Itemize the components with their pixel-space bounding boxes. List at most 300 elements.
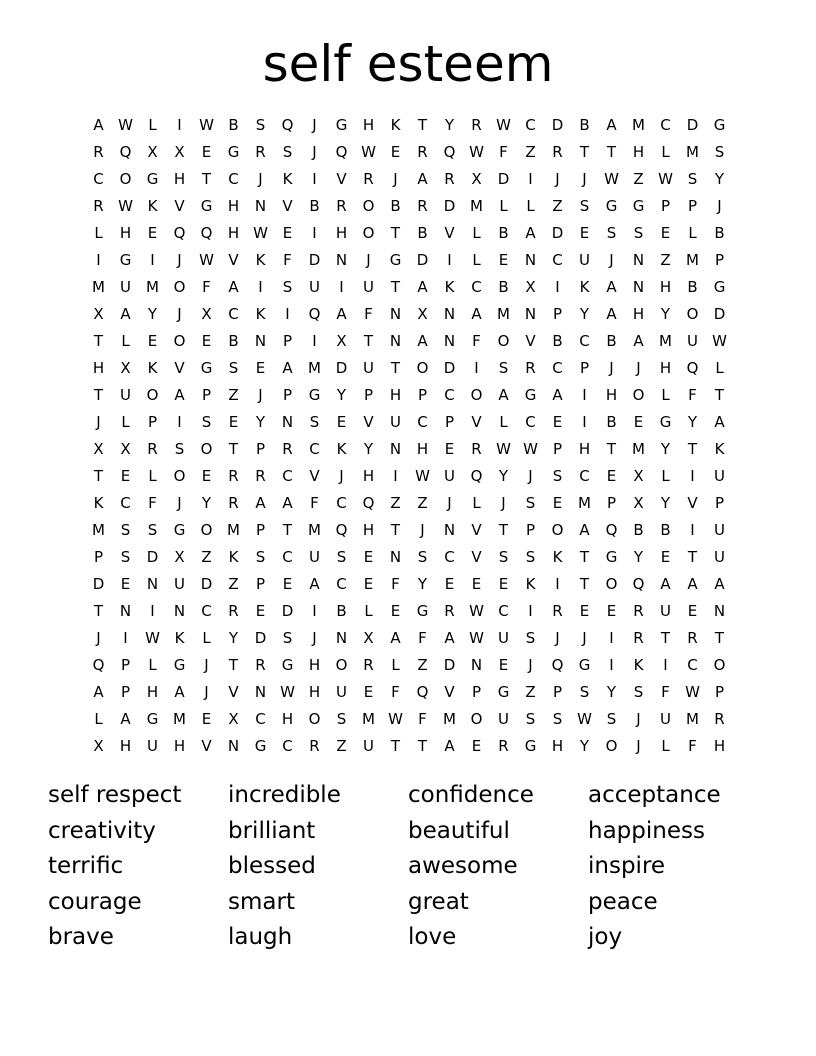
grid-letter: Q xyxy=(470,466,483,485)
grid-letter: U xyxy=(147,736,158,755)
grid-letter: V xyxy=(228,250,239,269)
grid-letter: F xyxy=(202,277,211,296)
grid-letter: U xyxy=(363,736,374,755)
grid-letter: H xyxy=(551,736,564,755)
grid-letter: R xyxy=(471,439,482,458)
grid-letter: H xyxy=(281,709,294,728)
grid-letter: B xyxy=(336,601,347,620)
grid-letter: B xyxy=(579,115,590,134)
grid-letter: P xyxy=(471,682,482,701)
grid-letter: E xyxy=(201,142,212,161)
grid-letter: E xyxy=(606,466,617,485)
grid-letter: K xyxy=(390,115,401,134)
grid-letter: T xyxy=(390,277,401,296)
grid-letter: J xyxy=(177,493,182,512)
grid-letter: Q xyxy=(605,520,618,539)
grid-letter: X xyxy=(363,628,374,647)
grid-letter: D xyxy=(443,358,456,377)
grid-letter: E xyxy=(147,331,158,350)
grid-letter: N xyxy=(335,628,348,647)
grid-letter: U xyxy=(363,358,374,377)
grid-letter: M xyxy=(686,142,699,161)
grid-letter: R xyxy=(228,493,239,512)
grid-letter: T xyxy=(687,439,698,458)
grid-letter: E xyxy=(120,466,131,485)
grid-letter: T xyxy=(579,547,590,566)
grid-letter: Y xyxy=(579,304,590,323)
grid-letter: J xyxy=(420,520,425,539)
grid-letter: S xyxy=(336,709,347,728)
grid-letter: X xyxy=(228,709,239,728)
grid-letter: A xyxy=(282,493,293,512)
grid-letter: N xyxy=(389,331,402,350)
grid-letter: T xyxy=(201,169,212,188)
grid-letter: S xyxy=(282,142,293,161)
grid-letter: N xyxy=(254,196,267,215)
grid-letter: I xyxy=(447,250,452,269)
grid-letter: H xyxy=(119,223,132,242)
grid-letter: L xyxy=(661,142,670,161)
grid-letter: C xyxy=(417,412,428,431)
grid-letter: T xyxy=(390,358,401,377)
grid-letter: Z xyxy=(417,655,428,674)
grid-letter: I xyxy=(123,628,128,647)
grid-letter: F xyxy=(472,331,481,350)
word-list-item: awesome xyxy=(408,853,518,879)
grid-letter: G xyxy=(335,115,348,134)
grid-letter: O xyxy=(416,358,429,377)
grid-letter: C xyxy=(552,358,563,377)
grid-letter: A xyxy=(444,628,455,647)
grid-letter: O xyxy=(308,709,321,728)
word-list-item: inspire xyxy=(588,853,666,879)
grid-letter: D xyxy=(497,169,510,188)
grid-letter: E xyxy=(363,682,374,701)
grid-letter: P xyxy=(120,682,131,701)
grid-letter: F xyxy=(499,142,508,161)
word-list-item: courage xyxy=(48,888,142,915)
grid-letter: C xyxy=(525,115,536,134)
grid-letter: H xyxy=(659,277,672,296)
grid-letter: E xyxy=(579,223,590,242)
grid-letter: P xyxy=(120,655,131,674)
grid-letter: I xyxy=(285,304,290,323)
grid-letter: J xyxy=(609,358,614,377)
grid-letter: D xyxy=(308,250,321,269)
grid-letter: T xyxy=(93,601,104,620)
grid-letter: Q xyxy=(416,682,429,701)
grid-letter: S xyxy=(147,520,158,539)
grid-letter: W xyxy=(469,601,484,620)
grid-letter: C xyxy=(471,277,482,296)
grid-letter: V xyxy=(525,331,536,350)
grid-letter: O xyxy=(686,304,699,323)
grid-letter: V xyxy=(444,682,455,701)
grid-letter: W xyxy=(469,628,484,647)
grid-letter: G xyxy=(632,196,645,215)
grid-letter: M xyxy=(632,115,645,134)
grid-letter: I xyxy=(312,169,317,188)
grid-letter: N xyxy=(632,250,645,269)
grid-letter: E xyxy=(552,412,563,431)
grid-letter: S xyxy=(552,709,563,728)
grid-letter: A xyxy=(525,223,536,242)
grid-letter: L xyxy=(526,196,535,215)
grid-letter: D xyxy=(200,574,213,593)
grid-letter: U xyxy=(390,412,401,431)
grid-letter: M xyxy=(92,520,105,539)
grid-letter: P xyxy=(714,682,725,701)
grid-letter: G xyxy=(713,115,726,134)
grid-letter: X xyxy=(633,493,644,512)
grid-letter: J xyxy=(636,709,641,728)
word-list-item: peace xyxy=(588,888,658,915)
grid-letter: R xyxy=(336,196,347,215)
grid-letter: A xyxy=(174,682,185,701)
grid-letter: T xyxy=(417,736,428,755)
grid-letter: S xyxy=(525,493,536,512)
grid-letter: M xyxy=(470,196,483,215)
grid-letter: Q xyxy=(686,358,699,377)
grid-letter: A xyxy=(579,520,590,539)
grid-letter: I xyxy=(177,115,182,134)
grid-letter: A xyxy=(498,385,509,404)
grid-letter: B xyxy=(606,331,617,350)
grid-letter: V xyxy=(309,466,320,485)
grid-letter: T xyxy=(687,547,698,566)
grid-letter: I xyxy=(582,385,587,404)
grid-letter: U xyxy=(660,601,671,620)
grid-letter: R xyxy=(687,628,698,647)
grid-letter: I xyxy=(258,277,263,296)
grid-letter: U xyxy=(309,277,320,296)
grid-letter: X xyxy=(120,358,131,377)
grid-letter: P xyxy=(255,439,266,458)
grid-letter: W xyxy=(604,169,619,188)
grid-letter: V xyxy=(174,358,185,377)
grid-letter: K xyxy=(444,277,455,296)
grid-letter: R xyxy=(633,628,644,647)
grid-letter: N xyxy=(524,304,537,323)
grid-letter: U xyxy=(309,547,320,566)
word-list-item: terrific xyxy=(48,853,124,879)
grid-letter: C xyxy=(93,169,104,188)
grid-letter: M xyxy=(173,709,186,728)
grid-letter: I xyxy=(177,412,182,431)
grid-letter: C xyxy=(579,331,590,350)
grid-letter: B xyxy=(417,223,428,242)
word-list-item: incredible xyxy=(228,782,341,808)
grid-letter: S xyxy=(498,547,509,566)
grid-letter: L xyxy=(121,331,130,350)
grid-letter: G xyxy=(146,169,159,188)
grid-letter: X xyxy=(336,331,347,350)
grid-letter: G xyxy=(389,250,402,269)
grid-letter: D xyxy=(551,223,564,242)
grid-letter: E xyxy=(282,574,293,593)
grid-letter: Z xyxy=(390,493,401,512)
grid-letter: K xyxy=(633,655,644,674)
grid-letter: S xyxy=(687,169,698,188)
grid-letter: M xyxy=(308,358,321,377)
grid-letter: G xyxy=(524,385,537,404)
grid-letter: Q xyxy=(443,142,456,161)
grid-letter: E xyxy=(201,331,212,350)
grid-letter: J xyxy=(636,358,641,377)
grid-letter: S xyxy=(714,142,725,161)
grid-letter: F xyxy=(364,304,373,323)
grid-letter: Y xyxy=(255,412,266,431)
grid-letter: C xyxy=(282,466,293,485)
grid-letter: T xyxy=(660,628,671,647)
grid-letter: Z xyxy=(525,142,536,161)
grid-letter: S xyxy=(525,628,536,647)
grid-letter: B xyxy=(606,412,617,431)
grid-letter: P xyxy=(363,385,374,404)
grid-letter: A xyxy=(417,169,428,188)
grid-letter: T xyxy=(93,331,104,350)
grid-letter: E xyxy=(336,412,347,431)
grid-letter: O xyxy=(173,466,186,485)
grid-letter: W xyxy=(361,142,376,161)
grid-letter: O xyxy=(173,331,186,350)
grid-letter: L xyxy=(121,412,130,431)
grid-letter: T xyxy=(606,439,617,458)
grid-letter: G xyxy=(281,655,294,674)
grid-letter: G xyxy=(227,142,240,161)
grid-letter: A xyxy=(687,574,698,593)
grid-letter: Y xyxy=(417,574,428,593)
grid-letter: S xyxy=(525,547,536,566)
grid-letter: L xyxy=(472,250,481,269)
grid-letter: Z xyxy=(633,169,644,188)
grid-letter: I xyxy=(150,250,155,269)
grid-letter: C xyxy=(282,547,293,566)
grid-letter: S xyxy=(120,547,131,566)
grid-letter: X xyxy=(525,277,536,296)
grid-letter: V xyxy=(471,547,482,566)
grid-letter: T xyxy=(93,385,104,404)
word-list-item: creativity xyxy=(48,817,156,844)
grid-letter: K xyxy=(147,358,158,377)
grid-letter: C xyxy=(444,385,455,404)
grid-letter: B xyxy=(228,115,239,134)
grid-letter: C xyxy=(444,547,455,566)
grid-letter: J xyxy=(501,493,506,512)
grid-letter: W xyxy=(577,709,592,728)
grid-letter: H xyxy=(362,115,375,134)
grid-letter: A xyxy=(417,331,428,350)
grid-letter: W xyxy=(199,115,214,134)
grid-letter: H xyxy=(227,196,240,215)
grid-letter: N xyxy=(173,601,186,620)
grid-letter: I xyxy=(312,601,317,620)
grid-letter: I xyxy=(393,466,398,485)
grid-letter: B xyxy=(228,331,239,350)
grid-letter: I xyxy=(474,358,479,377)
grid-letter: E xyxy=(687,601,698,620)
grid-letter: M xyxy=(146,277,159,296)
grid-letter: U xyxy=(660,709,671,728)
grid-letter: T xyxy=(390,520,401,539)
grid-letter: S xyxy=(228,358,239,377)
grid-letter: J xyxy=(312,115,317,134)
grid-letter: E xyxy=(228,412,239,431)
grid-letter: D xyxy=(146,547,159,566)
grid-letter: I xyxy=(339,277,344,296)
grid-letter: S xyxy=(282,628,293,647)
grid-letter: T xyxy=(714,385,725,404)
grid-letter: M xyxy=(227,520,240,539)
grid-letter: O xyxy=(713,655,726,674)
grid-letter: F xyxy=(418,709,427,728)
grid-letter: L xyxy=(499,196,508,215)
grid-letter: T xyxy=(606,142,617,161)
grid-letter: O xyxy=(605,736,618,755)
grid-letter: P xyxy=(552,304,563,323)
grid-letter: O xyxy=(362,196,375,215)
grid-letter: F xyxy=(283,250,292,269)
grid-letter: O xyxy=(605,574,618,593)
grid-letter: J xyxy=(609,250,614,269)
grid-letter: P xyxy=(552,439,563,458)
grid-letter: E xyxy=(120,574,131,593)
grid-letter: S xyxy=(552,466,563,485)
grid-letter: I xyxy=(609,655,614,674)
grid-letter: W xyxy=(712,331,727,350)
grid-letter: X xyxy=(147,142,158,161)
grid-letter: I xyxy=(555,574,560,593)
grid-letter: P xyxy=(579,358,590,377)
grid-letter: K xyxy=(714,439,725,458)
grid-letter: L xyxy=(661,736,670,755)
grid-letter: Q xyxy=(551,655,564,674)
grid-letter: E xyxy=(444,574,455,593)
grid-letter: R xyxy=(417,196,428,215)
grid-letter: L xyxy=(94,223,103,242)
grid-letter: M xyxy=(92,277,105,296)
grid-letter: V xyxy=(363,412,374,431)
grid-letter: R xyxy=(228,466,239,485)
word-list xyxy=(48,778,768,956)
grid-letter: W xyxy=(118,115,133,134)
grid-letter: H xyxy=(173,736,186,755)
grid-letter: N xyxy=(254,682,267,701)
grid-letter: P xyxy=(255,574,266,593)
grid-letter: R xyxy=(714,709,725,728)
grid-letter: A xyxy=(714,574,725,593)
grid-letter: W xyxy=(469,142,484,161)
grid-letter: V xyxy=(282,196,293,215)
grid-letter: M xyxy=(686,709,699,728)
grid-letter: D xyxy=(335,358,348,377)
grid-letter: O xyxy=(173,277,186,296)
grid-letter: E xyxy=(255,601,266,620)
grid-letter: U xyxy=(498,709,509,728)
grid-letter: X xyxy=(174,142,185,161)
grid-letter: Z xyxy=(417,493,428,512)
grid-letter: F xyxy=(688,736,697,755)
grid-letter: O xyxy=(497,331,510,350)
grid-letter: Y xyxy=(336,385,347,404)
grid-letter: N xyxy=(713,601,726,620)
grid-letter: N xyxy=(443,331,456,350)
grid-letter: T xyxy=(228,655,239,674)
grid-letter: V xyxy=(201,736,212,755)
grid-letter: D xyxy=(713,304,726,323)
grid-letter: A xyxy=(120,304,131,323)
grid-letter: Q xyxy=(308,304,321,323)
grid-letter: S xyxy=(579,682,590,701)
grid-letter: G xyxy=(254,736,267,755)
grid-letter: J xyxy=(177,304,182,323)
grid-letter: A xyxy=(444,736,455,755)
grid-letter: Q xyxy=(119,142,132,161)
grid-letter: O xyxy=(362,223,375,242)
grid-letter: N xyxy=(443,304,456,323)
grid-letter: Y xyxy=(687,412,698,431)
grid-letter: H xyxy=(605,385,618,404)
grid-letter: G xyxy=(200,358,213,377)
grid-letter: X xyxy=(417,304,428,323)
grid-letter: V xyxy=(444,223,455,242)
grid-letter: I xyxy=(690,466,695,485)
grid-letter: M xyxy=(632,439,645,458)
grid-letter: H xyxy=(308,682,321,701)
grid-letter: K xyxy=(147,196,158,215)
grid-letter: E xyxy=(282,223,293,242)
grid-letter: W xyxy=(523,439,538,458)
grid-letter: K xyxy=(255,250,266,269)
grid-letter: E xyxy=(471,736,482,755)
word-list-item: self respect xyxy=(48,782,182,808)
grid-letter: L xyxy=(148,115,157,134)
grid-letter: A xyxy=(93,115,104,134)
grid-letter: D xyxy=(92,574,105,593)
grid-letter: J xyxy=(258,169,263,188)
grid-letter: R xyxy=(255,655,266,674)
grid-letter: U xyxy=(444,466,455,485)
grid-letter: T xyxy=(228,439,239,458)
grid-letter: W xyxy=(199,250,214,269)
grid-letter: P xyxy=(714,250,725,269)
grid-letter: P xyxy=(660,196,671,215)
page-title: self esteem xyxy=(262,35,554,93)
grid-letter: S xyxy=(255,547,266,566)
grid-letter: X xyxy=(120,439,131,458)
grid-letter: K xyxy=(255,304,266,323)
grid-letter: U xyxy=(498,628,509,647)
grid-letter: E xyxy=(255,358,266,377)
grid-letter: R xyxy=(552,142,563,161)
grid-letter: Y xyxy=(444,115,455,134)
grid-letter: M xyxy=(686,250,699,269)
grid-letter: K xyxy=(282,169,293,188)
grid-letter: L xyxy=(472,223,481,242)
grid-letter: X xyxy=(93,736,104,755)
grid-letter: E xyxy=(633,412,644,431)
grid-letter: J xyxy=(528,466,533,485)
grid-letter: O xyxy=(632,385,645,404)
grid-letter: Z xyxy=(552,196,563,215)
word-list-item: blessed xyxy=(228,853,316,879)
grid-letter: H xyxy=(335,223,348,242)
grid-letter: J xyxy=(204,655,209,674)
grid-letter: P xyxy=(714,493,725,512)
grid-letter: P xyxy=(147,412,158,431)
grid-letter: E xyxy=(201,466,212,485)
grid-letter: H xyxy=(416,439,429,458)
